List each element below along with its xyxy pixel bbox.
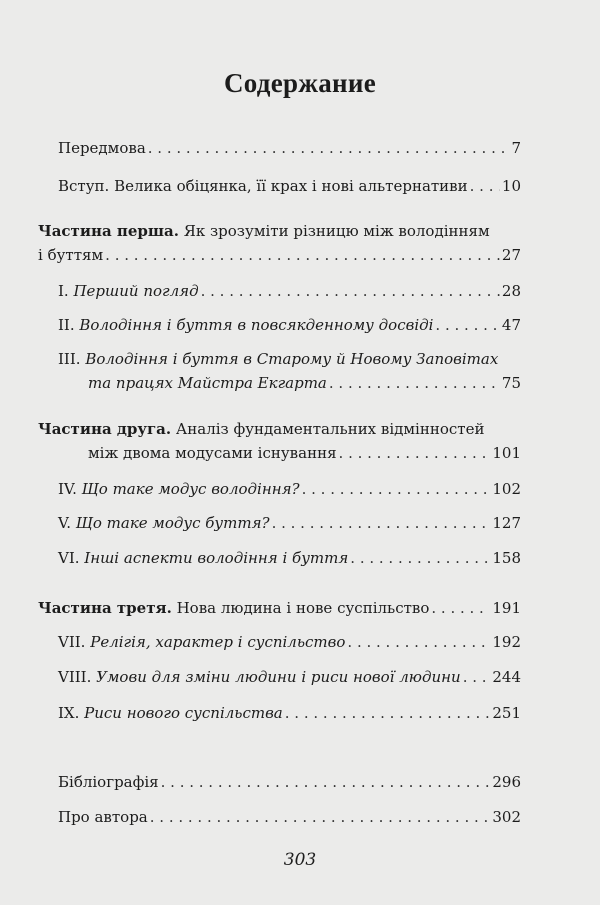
entry-text: між двома модусами існування bbox=[88, 444, 337, 462]
chapter-number: V. bbox=[58, 514, 76, 532]
toc-part1-heading bbox=[38, 222, 490, 240]
chapter-number: VI. bbox=[58, 549, 85, 567]
entry-text: Нова людина і нове суспільство bbox=[171, 599, 430, 617]
entry-page: 192 bbox=[492, 633, 521, 651]
toc-entry-ch8 bbox=[58, 668, 521, 686]
entry-text: Бібліографія bbox=[58, 773, 159, 791]
entry-text: та працях Майстра Екгарта bbox=[88, 374, 327, 392]
entry-text: Передмова bbox=[58, 139, 146, 157]
chapter-number: IX. bbox=[58, 704, 85, 722]
chapter-number: VIII. bbox=[58, 668, 97, 686]
entry-text: Перший погляд bbox=[73, 282, 199, 300]
toc-entry-ch4 bbox=[58, 480, 521, 498]
toc-entry-foreword bbox=[58, 139, 521, 157]
entry-page: 191 bbox=[492, 599, 521, 617]
entry-text: Риси нового суспільства bbox=[84, 704, 283, 722]
dot-leader bbox=[329, 374, 500, 392]
entry-page: 75 bbox=[501, 374, 521, 392]
dot-leader bbox=[431, 599, 490, 617]
toc-entry-ch9 bbox=[58, 704, 521, 722]
part-label: Частина друга. bbox=[38, 420, 172, 438]
dot-leader bbox=[148, 139, 510, 157]
entry-text: Про автора bbox=[58, 808, 148, 826]
entry-page: 244 bbox=[492, 668, 521, 686]
chapter-number: І. bbox=[58, 282, 74, 300]
toc-entry-intro bbox=[58, 177, 521, 195]
toc-entry-about bbox=[58, 808, 521, 826]
entry-page: 102 bbox=[492, 480, 521, 498]
entry-text: Володіння і буття в Старому й Новому Заповітах bbox=[85, 350, 499, 368]
entry-page: 296 bbox=[492, 773, 521, 791]
toc-entry-bibliography bbox=[58, 773, 521, 791]
toc-entry-ch3 bbox=[88, 374, 521, 392]
entry-page: 302 bbox=[492, 808, 521, 826]
toc-entry-part2 bbox=[88, 444, 521, 462]
dot-leader bbox=[339, 444, 491, 462]
entry-page: 101 bbox=[492, 444, 521, 462]
chapter-number: ІІІ. bbox=[58, 350, 86, 368]
entry-text: Релігія, характер і суспільство bbox=[90, 633, 346, 651]
toc-entry-ch1 bbox=[58, 282, 521, 300]
dot-leader bbox=[350, 549, 490, 567]
entry-page: 127 bbox=[492, 514, 521, 532]
dot-leader bbox=[161, 773, 491, 791]
dot-leader bbox=[463, 668, 491, 686]
toc-entry-ch2 bbox=[58, 316, 521, 334]
chapter-number: ІІ. bbox=[58, 316, 80, 334]
entry-text: Що таке модус буття? bbox=[75, 514, 270, 532]
entry-text: Інші аспекти володіння і буття bbox=[84, 549, 349, 567]
chapter-number: VII. bbox=[58, 633, 91, 651]
page-title: Содержание bbox=[223, 68, 377, 98]
chapter-number: IV. bbox=[58, 480, 82, 498]
dot-leader bbox=[150, 808, 491, 826]
part-title-line1: Аналіз фундаментальних відмінностей bbox=[171, 420, 485, 438]
dot-leader bbox=[272, 514, 491, 532]
dot-leader bbox=[201, 282, 500, 300]
dot-leader bbox=[347, 633, 490, 651]
dot-leader bbox=[285, 704, 491, 722]
entry-text: Вступ. Велика обіцянка, її крах і нові альтернативи bbox=[58, 177, 468, 195]
part-title-line1: Як зрозуміти різницю між володінням bbox=[178, 222, 490, 240]
entry-page: 7 bbox=[511, 139, 521, 157]
toc-entry-ch3-line1 bbox=[58, 350, 498, 368]
part-label: Частина третя. bbox=[38, 599, 172, 617]
entry-page: 28 bbox=[501, 282, 521, 300]
toc-entry-ch6 bbox=[58, 549, 521, 567]
entry-page: 47 bbox=[501, 316, 521, 334]
entry-page: 27 bbox=[501, 246, 521, 264]
entry-text: Умови для зміни людини і риси нової людини bbox=[96, 668, 461, 686]
toc-entry-part3 bbox=[38, 599, 521, 617]
entry-text: і буттям bbox=[38, 246, 104, 264]
toc-part2-heading bbox=[38, 420, 484, 438]
toc-entry-ch5 bbox=[58, 514, 521, 532]
toc-entry-part1 bbox=[38, 246, 521, 264]
part-label: Частина перша. bbox=[38, 222, 179, 240]
dot-leader bbox=[470, 177, 500, 195]
entry-page: 251 bbox=[492, 704, 521, 722]
entry-page: 158 bbox=[492, 549, 521, 567]
entry-text: Що таке модус володіння? bbox=[81, 480, 300, 498]
page-number: 303 bbox=[283, 850, 317, 870]
dot-leader bbox=[302, 480, 491, 498]
toc-entry-ch7 bbox=[58, 633, 521, 651]
entry-text: Володіння і буття в повсякденному досвіді bbox=[79, 316, 434, 334]
dot-leader bbox=[435, 316, 499, 334]
entry-page: 10 bbox=[501, 177, 521, 195]
dot-leader bbox=[105, 246, 500, 264]
